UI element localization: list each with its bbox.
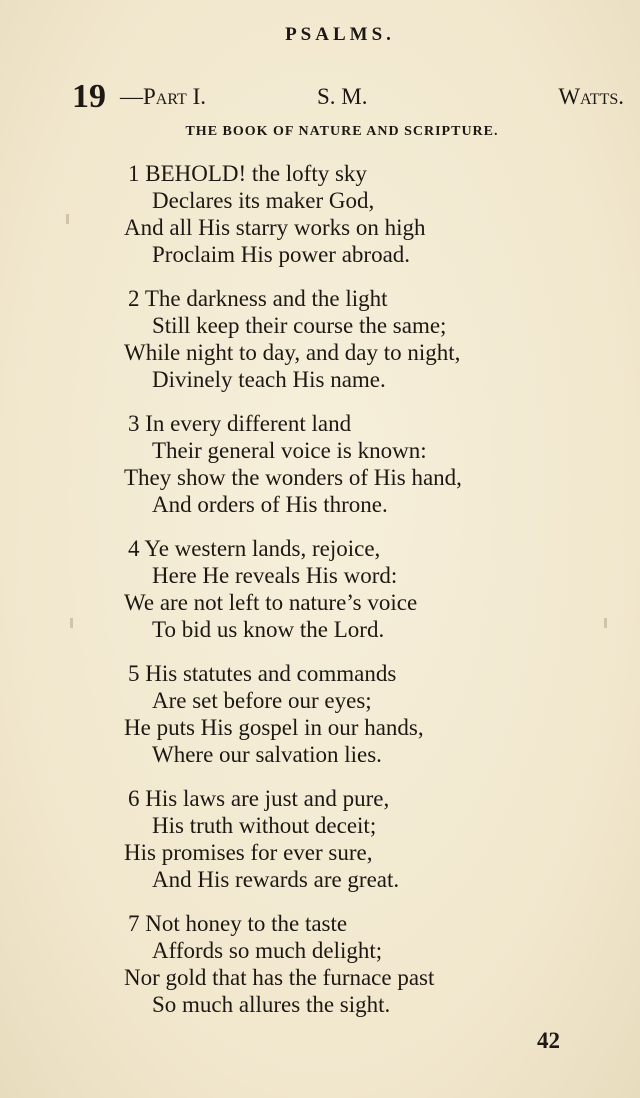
stanza-line: 6 His laws are just and pure, bbox=[128, 786, 390, 811]
stanza-6 bbox=[124, 785, 604, 893]
stanza-line: Here He reveals His word: bbox=[152, 563, 398, 588]
stanza-line: 5 His statutes and commands bbox=[128, 661, 397, 686]
stanza-line: Declares its maker God, bbox=[152, 188, 375, 213]
stanza-1 bbox=[124, 160, 604, 268]
stanza-line: Are set before our eyes; bbox=[152, 688, 372, 713]
ink-speck bbox=[66, 214, 69, 224]
stanza-7 bbox=[124, 910, 604, 1018]
stanza-line: They show the wonders of His hand, bbox=[124, 465, 462, 490]
stanza-line: Divinely teach His name. bbox=[152, 367, 386, 392]
hymn-stanzas bbox=[124, 160, 604, 1035]
stanza-line: Nor gold that has the furnace past bbox=[124, 965, 435, 990]
stanza-line: Still keep their course the same; bbox=[152, 313, 447, 338]
ink-speck bbox=[70, 618, 73, 628]
hymn-part: —Part I. bbox=[120, 84, 206, 109]
stanza-line: His promises for ever sure, bbox=[124, 840, 373, 865]
stanza-line: Proclaim His power abroad. bbox=[152, 242, 411, 267]
page-number: 42 bbox=[537, 1028, 560, 1053]
stanza-line: He puts His gospel in our hands, bbox=[124, 715, 424, 740]
hymn-subtitle: THE BOOK OF NATURE AND SCRIPTURE. bbox=[185, 124, 499, 139]
ink-speck bbox=[604, 618, 607, 628]
stanza-line: Their general voice is known: bbox=[152, 438, 427, 463]
running-head: PSALMS. bbox=[285, 24, 395, 45]
stanza-line: 7 Not honey to the taste bbox=[128, 911, 348, 936]
stanza-line: And all His starry works on high bbox=[124, 215, 426, 240]
stanza-2 bbox=[124, 285, 604, 393]
stanza-line: And His rewards are great. bbox=[152, 867, 400, 892]
stanza-line: 2 The darkness and the light bbox=[128, 286, 388, 311]
stanza-line: While night to day, and day to night, bbox=[124, 340, 461, 365]
stanza-line: 3 In every different land bbox=[128, 411, 352, 436]
stanza-4 bbox=[124, 535, 604, 643]
stanza-line: So much allures the sight. bbox=[152, 992, 391, 1017]
stanza-line: We are not left to nature’s voice bbox=[124, 590, 418, 615]
hymn-meter: S. M. bbox=[317, 84, 368, 109]
stanza-line: Affords so much delight; bbox=[152, 938, 383, 963]
stanza-line: To bid us know the Lord. bbox=[152, 617, 385, 642]
stanza-line: 1 BEHOLD! the lofty sky bbox=[128, 161, 367, 186]
stanza-line: 4 Ye western lands, rejoice, bbox=[128, 536, 381, 561]
stanza-5 bbox=[124, 660, 604, 768]
stanza-line: His truth without deceit; bbox=[152, 813, 377, 838]
stanza-3 bbox=[124, 410, 604, 518]
stanza-line: Where our salvation lies. bbox=[152, 742, 382, 767]
stanza-line: And orders of His throne. bbox=[152, 492, 388, 517]
hymn-header bbox=[72, 78, 624, 118]
hymn-author: Watts. bbox=[558, 84, 624, 109]
hymn-number: 19 bbox=[72, 78, 106, 115]
